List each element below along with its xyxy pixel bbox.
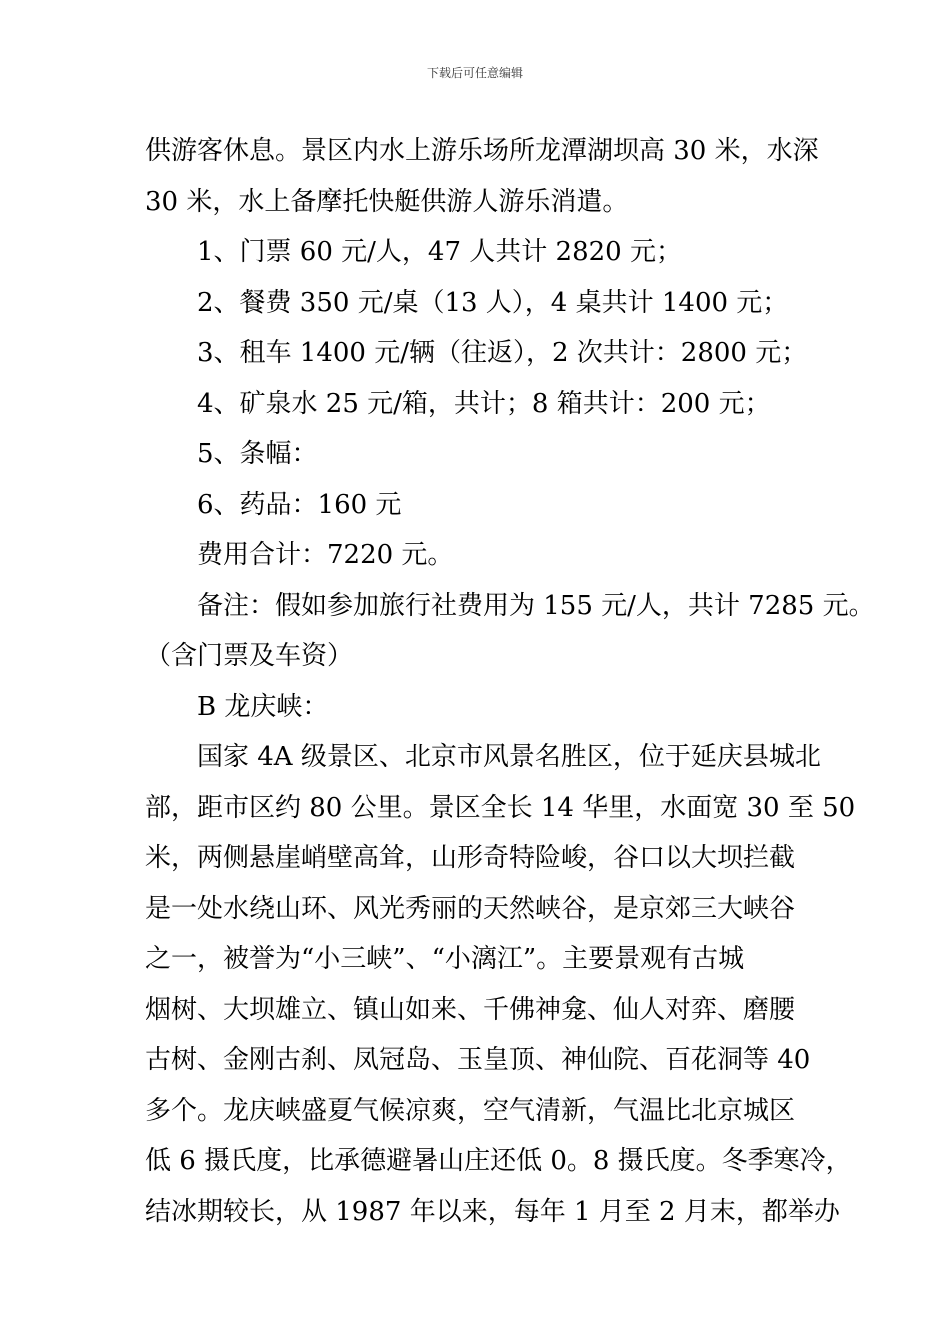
expense-item: 3、租车 1400 元/辆（往返），2 次共计：2800 元； bbox=[197, 338, 808, 368]
expense-item: 2、餐费 350 元/桌（13 人），4 桌共计 1400 元； bbox=[197, 287, 789, 318]
remark-line: 备注：假如参加旅行社费用为 155 元/人，共计 7285 元。 bbox=[197, 590, 875, 621]
text-line: 结冰期较长，从 1987 年以来，每年 1 月至 2 月末，都举办 bbox=[145, 1196, 840, 1227]
text-line: 供游客休息。景区内水上游乐场所龙潭湖坝高 30 米，水深 bbox=[145, 136, 819, 166]
page-header: 下载后可任意编辑 bbox=[426, 66, 523, 80]
text-line: 部，距市区约 80 公里。景区全长 14 华里，水面宽 30 至 50 bbox=[145, 792, 856, 823]
expense-total: 费用合计：7220 元。 bbox=[197, 540, 454, 570]
expense-item: 1、门票 60 元/人，47 人共计 2820 元； bbox=[197, 237, 682, 267]
remark-note: （含门票及车资） bbox=[145, 641, 354, 671]
text-line: 古树、金刚古刹、凤冠岛、玉皇顶、神仙院、百花洞等 40 bbox=[145, 1045, 811, 1075]
text-line: 米，两侧悬崖峭壁高耸，山形奇特险峻，谷口以大坝拦截 bbox=[145, 843, 796, 873]
text-line: 是一处水绕山环、风光秀丽的天然峡谷，是京郊三大峡谷 bbox=[145, 893, 796, 924]
section-heading: B 龙庆峡： bbox=[197, 691, 329, 722]
text-line: 烟树、大坝雄立、镇山如来、千佛神龛、仙人对弈、磨腰 bbox=[145, 994, 796, 1025]
text-line: 多个。龙庆峡盛夏气候凉爽，空气清新，气温比北京城区 bbox=[145, 1095, 796, 1126]
expense-item: 4、矿泉水 25 元/箱，共计；8 箱共计：200 元； bbox=[197, 388, 771, 419]
expense-item: 5、条幅： bbox=[197, 439, 318, 469]
expense-item: 6、药品：160 元 bbox=[197, 489, 402, 520]
text-line: 30 米，水上备摩托快艇供游人游乐消遣。 bbox=[145, 186, 629, 217]
text-line: 国家 4A 级景区、北京市风景名胜区，位于延庆县城北 bbox=[197, 742, 821, 772]
document-body bbox=[145, 126, 875, 1237]
text-line: 之一，被誉为“小三峡”、“小漓江”。主要景观有古城 bbox=[145, 944, 745, 974]
text-line: 低 6 摄氏度，比承德避暑山庄还低 0。8 摄氏度。冬季寒冷， bbox=[145, 1146, 852, 1176]
